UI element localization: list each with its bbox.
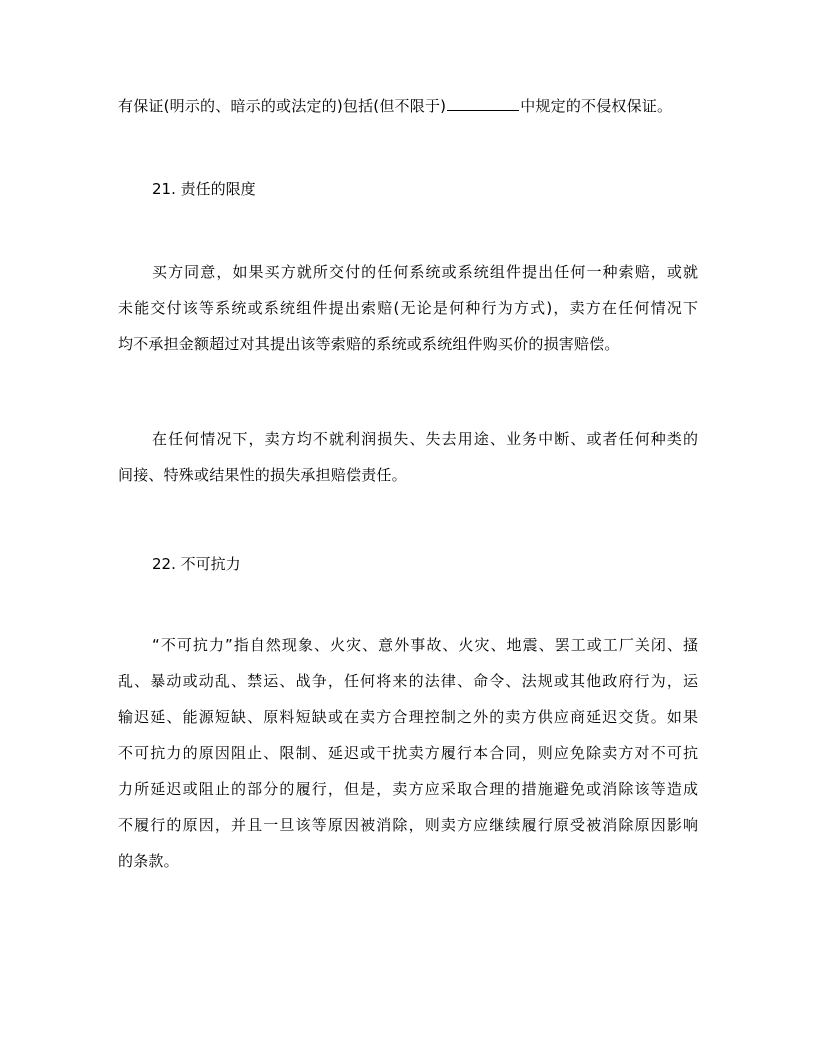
paragraph-line: 不可抗力的原因阻止、限制、延迟或干扰卖方履行本合同，则应免除卖方对不可抗 <box>118 744 698 762</box>
section-heading-22: 22. 不可抗力 <box>152 555 241 573</box>
paragraph-line: 力所延迟或阻止的部分的履行，但是，卖方应采取合理的措施避免或消除该等造成 <box>118 780 698 798</box>
paragraph-line <box>118 88 698 124</box>
fill-in-blank <box>447 96 519 111</box>
paragraph-liability-limit <box>118 254 698 362</box>
paragraph-line: 买方同意，如果买方就所交付的任何系统或系统组件提出任何一种索赔，或就 <box>152 263 698 281</box>
paragraph-line: 乱、暴动或动乱、禁运、战争，任何将来的法律、命令、法规或其他政府行为，运 <box>118 672 698 690</box>
paragraph-line: 不履行的原因，并且一旦该等原因被消除，则卖方应继续履行原受被消除原因影响 <box>118 816 698 834</box>
paragraph-indirect-loss <box>118 421 698 493</box>
text-after-blank: 中规定的不侵权保证。 <box>520 97 673 115</box>
text-before-blank: 有保证(明示的、暗示的或法定的)包括(但不限于) <box>118 97 447 115</box>
paragraph-line: 在任何情况下，卖方均不就利润损失、失去用途、业务中断、或者任何种类的 <box>152 430 698 448</box>
paragraph-warranty-continuation <box>118 88 698 124</box>
paragraph-line: 未能交付该等系统或系统组件提出索赔(无论是何种行为方式)，卖方在任何情况下 <box>118 299 698 317</box>
section-heading-21: 21. 责任的限度 <box>152 180 256 198</box>
paragraph-line: 输迟延、能源短缺、原料短缺或在卖方合理控制之外的卖方供应商延迟交货。如果 <box>118 708 698 726</box>
paragraph-force-majeure <box>118 627 698 879</box>
paragraph-line: “不可抗力”指自然现象、火灾、意外事故、火灾、地震、罢工或工厂关闭、搔 <box>152 636 698 654</box>
paragraph-line: 均不承担金额超过对其提出该等索赔的系统或系统组件购买价的损害赔偿。 <box>118 335 620 353</box>
paragraph-line: 间接、特殊或结果性的损失承担赔偿责任。 <box>118 466 407 484</box>
paragraph-line: 的条款。 <box>118 852 179 870</box>
